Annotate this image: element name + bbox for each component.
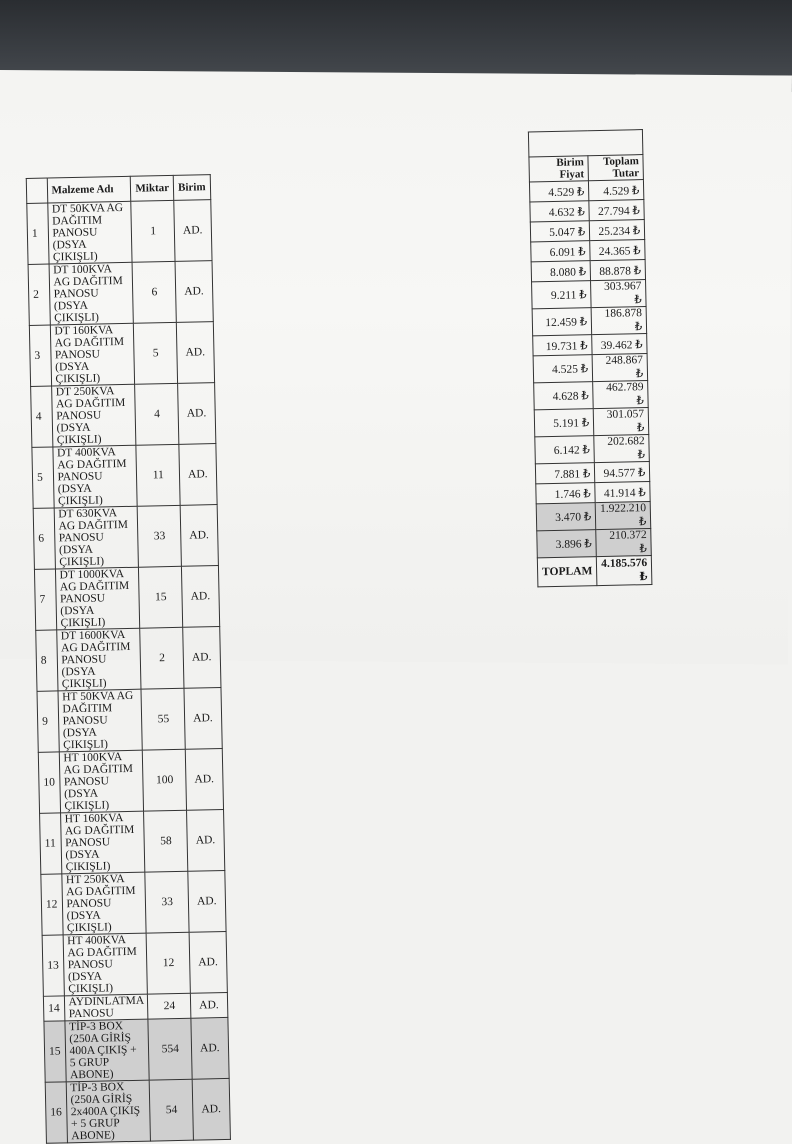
row-price: 1.746 ₺ bbox=[536, 483, 596, 504]
row-name: HT 100KVA AG DAĞITIM PANOSU (DSYA ÇIKIŞLI) bbox=[59, 750, 144, 813]
row-index: 3 bbox=[29, 325, 51, 386]
row-name: DT 400KVA AG DAĞITIM PANOSU (DSYA ÇIKIŞLI) bbox=[52, 445, 137, 508]
row-price: 4.529 ₺ bbox=[529, 181, 589, 202]
table-row bbox=[41, 870, 226, 935]
row-unit: AD. bbox=[191, 1017, 229, 1079]
header-name: Malzeme Adı bbox=[47, 176, 131, 203]
row-total: 248.867 ₺ bbox=[592, 354, 648, 382]
row-total: 1.922.210 ₺ bbox=[595, 501, 651, 529]
row-total: 24.365 ₺ bbox=[590, 240, 645, 261]
table-row bbox=[42, 931, 227, 996]
price-header-row bbox=[529, 155, 644, 182]
price-row bbox=[533, 334, 648, 356]
row-qty: 6 bbox=[133, 261, 177, 323]
summary-row bbox=[537, 555, 652, 586]
row-qty: 58 bbox=[144, 810, 188, 872]
row-name: DT 250KVA AG DAĞITIM PANOSU (DSYA ÇIKIŞLI) bbox=[51, 384, 136, 447]
row-price: 7.881 ₺ bbox=[535, 463, 595, 484]
row-index: 16 bbox=[45, 1082, 67, 1143]
row-price: 12.459 ₺ bbox=[532, 308, 592, 336]
row-price: 5.047 ₺ bbox=[530, 221, 590, 242]
table-row bbox=[43, 992, 227, 1021]
header-index bbox=[26, 178, 47, 203]
row-qty: 12 bbox=[147, 932, 191, 994]
row-total: 301.057 ₺ bbox=[593, 408, 649, 436]
row-qty: 554 bbox=[148, 1018, 192, 1080]
row-index: 9 bbox=[37, 691, 59, 752]
row-qty: 15 bbox=[139, 566, 183, 628]
row-total: 88.878 ₺ bbox=[590, 260, 645, 281]
price-row bbox=[532, 280, 647, 309]
row-price: 6.091 ₺ bbox=[531, 241, 591, 262]
price-blank-header-row bbox=[528, 130, 643, 157]
row-name: TİP-3 BOX (250A GİRİŞ 400A ÇIKIŞ + 5 GRUP ABONE) bbox=[64, 1019, 149, 1082]
row-qty: 4 bbox=[135, 383, 179, 445]
row-qty: 5 bbox=[134, 322, 178, 384]
price-row bbox=[531, 240, 646, 262]
row-unit: AD. bbox=[178, 383, 216, 445]
table-row bbox=[34, 566, 219, 631]
row-index: 12 bbox=[41, 874, 63, 935]
row-name: HT 400KVA AG DAĞITIM PANOSU (DSYA ÇIKIŞLI) bbox=[63, 933, 148, 996]
row-unit: AD. bbox=[187, 809, 225, 871]
price-row bbox=[534, 381, 649, 410]
row-price: 5.191 ₺ bbox=[534, 409, 594, 437]
header-unit: Birim bbox=[173, 175, 210, 201]
row-index: 10 bbox=[38, 752, 60, 813]
row-total: 4.529 ₺ bbox=[589, 180, 644, 201]
row-name: DT 1000KVA AG DAĞITIM PANOSU (DSYA ÇIKIŞLI) bbox=[55, 567, 140, 630]
row-unit: AD. bbox=[182, 566, 220, 628]
price-row bbox=[535, 434, 650, 463]
row-unit: AD. bbox=[179, 444, 217, 506]
table-row bbox=[44, 1017, 229, 1082]
row-qty: 55 bbox=[141, 688, 185, 750]
header-total: Toplam Tutar bbox=[588, 155, 644, 181]
row-price: 4.632 ₺ bbox=[530, 201, 590, 222]
row-unit: AD. bbox=[183, 627, 221, 689]
row-price: 8.080 ₺ bbox=[531, 261, 591, 282]
row-name: DT 160KVA AG DAĞITIM PANOSU (DSYA ÇIKIŞLI) bbox=[50, 323, 135, 386]
row-name: HT 250KVA AG DAĞITIM PANOSU (DSYA ÇIKIŞLI) bbox=[61, 872, 146, 935]
table-row bbox=[45, 1078, 230, 1143]
row-index: 1 bbox=[27, 203, 49, 264]
row-price: 9.211 ₺ bbox=[532, 281, 592, 309]
price-row bbox=[533, 354, 648, 383]
row-name: DT 50KVA AG DAĞITIM PANOSU (DSYA ÇIKIŞLI) bbox=[47, 201, 132, 264]
row-qty: 11 bbox=[136, 444, 180, 506]
row-name: DT 100KVA AG DAĞITIM PANOSU (DSYA ÇIKIŞLI) bbox=[49, 262, 134, 325]
price-row bbox=[532, 307, 647, 336]
summary-value: 4.185.576 ₺ bbox=[597, 555, 653, 585]
row-total: 186.878 ₺ bbox=[591, 307, 647, 335]
row-unit: AD. bbox=[192, 1078, 230, 1140]
price-table bbox=[528, 129, 653, 587]
row-unit: AD. bbox=[176, 322, 214, 384]
row-price: 4.628 ₺ bbox=[534, 382, 594, 410]
row-name: DT 1600KVA AG DAĞITIM PANOSU (DSYA ÇIKIŞLI) bbox=[56, 628, 141, 691]
row-unit: AD. bbox=[190, 992, 227, 1018]
row-index: 14 bbox=[43, 996, 64, 1021]
row-unit: AD. bbox=[188, 870, 226, 932]
row-index: 7 bbox=[34, 569, 56, 630]
row-total: 27.794 ₺ bbox=[589, 200, 644, 221]
table-row bbox=[29, 322, 214, 387]
row-unit: AD. bbox=[185, 749, 223, 811]
table-row bbox=[27, 200, 212, 265]
row-qty: 54 bbox=[150, 1079, 194, 1141]
table-row bbox=[31, 383, 216, 448]
table-row bbox=[32, 444, 217, 509]
price-row bbox=[530, 200, 645, 222]
table-row bbox=[38, 749, 223, 814]
row-unit: AD. bbox=[189, 931, 227, 993]
price-row bbox=[534, 408, 649, 437]
header-price: Birim Fiyat bbox=[529, 156, 589, 182]
row-price: 19.731 ₺ bbox=[533, 335, 593, 356]
price-row bbox=[535, 461, 650, 483]
row-total: 202.682 ₺ bbox=[594, 434, 650, 462]
table-row bbox=[28, 261, 213, 326]
row-price: 3.896 ₺ bbox=[537, 530, 597, 558]
price-row bbox=[537, 528, 652, 557]
price-row bbox=[536, 501, 651, 530]
row-name: DT 630KVA AG DAĞITIM PANOSU (DSYA ÇIKIŞLI) bbox=[54, 506, 139, 569]
row-qty: 100 bbox=[143, 749, 187, 811]
row-index: 15 bbox=[44, 1021, 66, 1082]
row-total: 210.372 ₺ bbox=[596, 528, 652, 556]
row-price: 4.525 ₺ bbox=[533, 355, 593, 383]
row-unit: AD. bbox=[180, 505, 218, 567]
row-qty: 1 bbox=[131, 200, 175, 262]
row-price: 3.470 ₺ bbox=[536, 503, 596, 531]
row-name: AYDINLATMA PANOSU bbox=[64, 994, 148, 1021]
table-row bbox=[40, 809, 225, 874]
summary-label: TOPLAM bbox=[537, 557, 597, 587]
materials-header-row bbox=[26, 175, 210, 204]
row-qty: 2 bbox=[140, 627, 184, 689]
row-qty: 24 bbox=[148, 993, 191, 1019]
row-total: 41.914 ₺ bbox=[595, 481, 650, 502]
row-total: 94.577 ₺ bbox=[595, 461, 650, 482]
row-index: 13 bbox=[42, 935, 64, 996]
table-row bbox=[37, 688, 222, 753]
row-unit: AD. bbox=[174, 200, 212, 262]
price-row bbox=[531, 260, 646, 282]
row-unit: AD. bbox=[175, 261, 213, 323]
row-qty: 33 bbox=[138, 505, 182, 567]
price-row bbox=[530, 220, 645, 242]
price-row bbox=[529, 180, 644, 202]
row-index: 6 bbox=[33, 508, 55, 569]
row-total: 462.789 ₺ bbox=[593, 381, 649, 409]
row-index: 2 bbox=[28, 264, 50, 325]
row-name: HT 160KVA AG DAĞITIM PANOSU (DSYA ÇIKIŞLI) bbox=[60, 811, 145, 874]
row-total: 25.234 ₺ bbox=[590, 220, 645, 241]
row-index: 4 bbox=[31, 386, 53, 447]
row-index: 8 bbox=[36, 630, 58, 691]
row-name: TİP-3 BOX (250A GİRİŞ 2x400A ÇIKIŞ + 5 GRUP ABONE) bbox=[66, 1080, 151, 1143]
row-qty: 33 bbox=[145, 871, 189, 933]
row-total: 303.967 ₺ bbox=[591, 280, 647, 308]
blank-header-cell bbox=[528, 130, 643, 157]
row-index: 5 bbox=[32, 447, 54, 508]
row-total: 39.462 ₺ bbox=[592, 334, 647, 355]
row-price: 6.142 ₺ bbox=[535, 436, 595, 464]
header-qty: Miktar bbox=[131, 175, 174, 201]
row-name: HT 50KVA AG DAĞITIM PANOSU (DSYA ÇIKIŞLI) bbox=[58, 689, 143, 752]
row-index: 11 bbox=[40, 813, 62, 874]
row-unit: AD. bbox=[184, 688, 222, 750]
price-row bbox=[536, 481, 651, 503]
table-row bbox=[33, 505, 218, 570]
